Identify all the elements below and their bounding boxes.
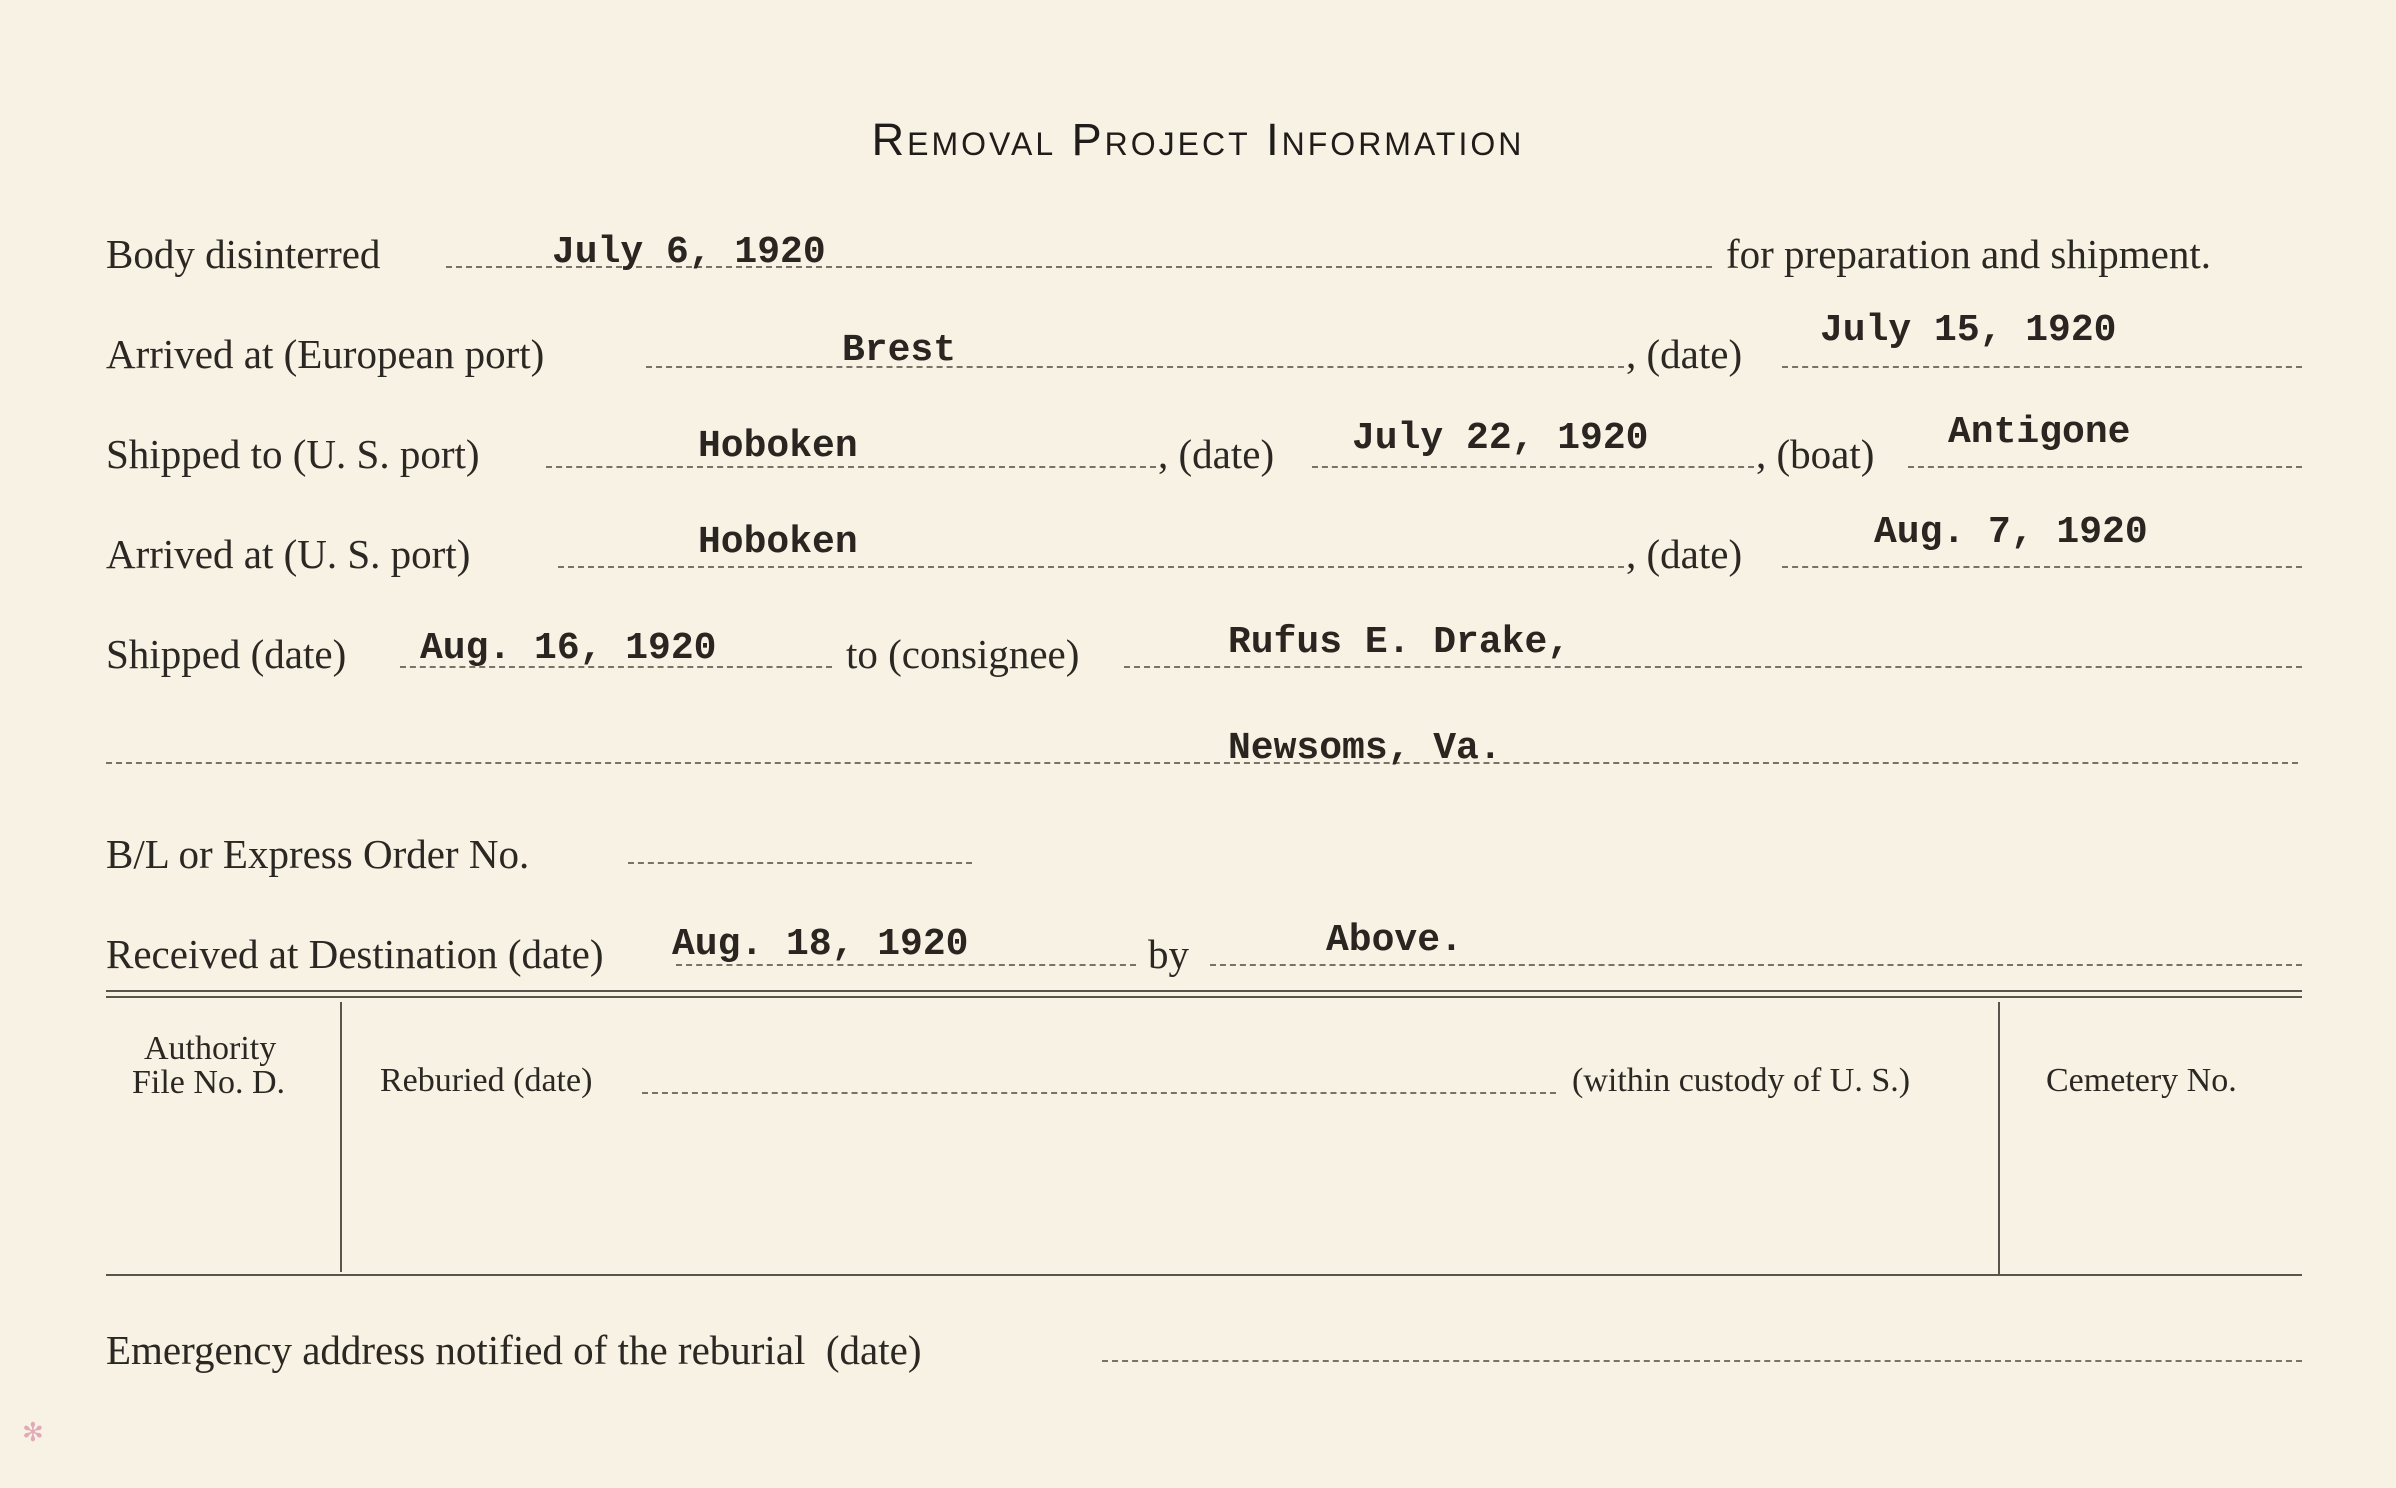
arrived-europe-date-label: , (date)	[1626, 331, 1743, 377]
arrived-us-date-value: Aug. 7, 1920	[1874, 511, 2148, 554]
table-bottom-rule	[106, 1274, 2302, 1276]
bl-line	[628, 862, 972, 864]
table-top-rule	[106, 990, 2302, 992]
table-divider-left	[340, 1002, 342, 1272]
received-by-line	[1210, 964, 2302, 966]
received-date-value: Aug. 18, 1920	[672, 923, 969, 966]
disinterred-value: July 6, 1920	[552, 231, 826, 274]
ink-smudge-mark: ✻	[22, 1418, 44, 1448]
address-line	[106, 762, 2298, 764]
shipped-us-boat-label: , (boat)	[1756, 431, 1875, 477]
arrived-us-port-value: Hoboken	[698, 521, 858, 564]
disinterred-suffix: for preparation and shipment.	[1726, 231, 2212, 277]
emergency-line	[1102, 1360, 2302, 1362]
table-top-rule-2	[106, 996, 2302, 998]
shipped-us-date-line	[1312, 466, 1754, 468]
emergency-label: Emergency address notified of the reburial (date)	[106, 1327, 922, 1373]
received-label: Received at Destination (date)	[106, 931, 604, 977]
shipped-us-port-value: Hoboken	[698, 425, 858, 468]
consignee-label: to (consignee)	[846, 631, 1080, 677]
cemetery-label: Cemetery No.	[2046, 1062, 2237, 1099]
shipped-us-date-value: July 22, 1920	[1352, 417, 1649, 460]
shipped-label: Shipped (date)	[106, 631, 347, 677]
address-value: Newsoms, Va.	[1228, 727, 1502, 770]
shipped-us-date-label: , (date)	[1158, 431, 1275, 477]
arrived-europe-port-value: Brest	[842, 329, 957, 372]
arrived-europe-date-value: July 15, 1920	[1820, 309, 2117, 352]
arrived-us-label: Arrived at (U. S. port)	[106, 531, 471, 577]
consignee-value: Rufus E. Drake,	[1228, 621, 1571, 664]
custody-label: (within custody of U. S.)	[1572, 1062, 1911, 1099]
table-divider-right	[1998, 1002, 2000, 1276]
shipped-date-value: Aug. 16, 1920	[420, 627, 717, 670]
reburied-line	[642, 1092, 1556, 1094]
arrived-us-date-line	[1782, 566, 2302, 568]
arrived-europe-date-line	[1782, 366, 2302, 368]
disinterred-label: Body disinterred	[106, 231, 381, 277]
arrived-europe-label: Arrived at (European port)	[106, 331, 545, 377]
bl-label: B/L or Express Order No.	[106, 831, 530, 877]
reburied-label: Reburied (date)	[380, 1062, 593, 1099]
shipped-us-boat-line	[1908, 466, 2302, 468]
received-by-label: by	[1148, 931, 1189, 977]
arrived-europe-line	[646, 366, 1624, 368]
shipped-us-label: Shipped to (U. S. port)	[106, 431, 480, 477]
consignee-line	[1124, 666, 2302, 668]
page-title: Removal Project Information	[871, 114, 1525, 165]
received-by-value: Above.	[1326, 919, 1463, 962]
authority-label: Authority	[144, 1030, 277, 1067]
arrived-us-date-label: , (date)	[1626, 531, 1743, 577]
file-no-label: File No. D.	[132, 1064, 285, 1101]
arrived-us-line	[558, 566, 1624, 568]
shipped-us-boat-value: Antigone	[1948, 411, 2131, 454]
